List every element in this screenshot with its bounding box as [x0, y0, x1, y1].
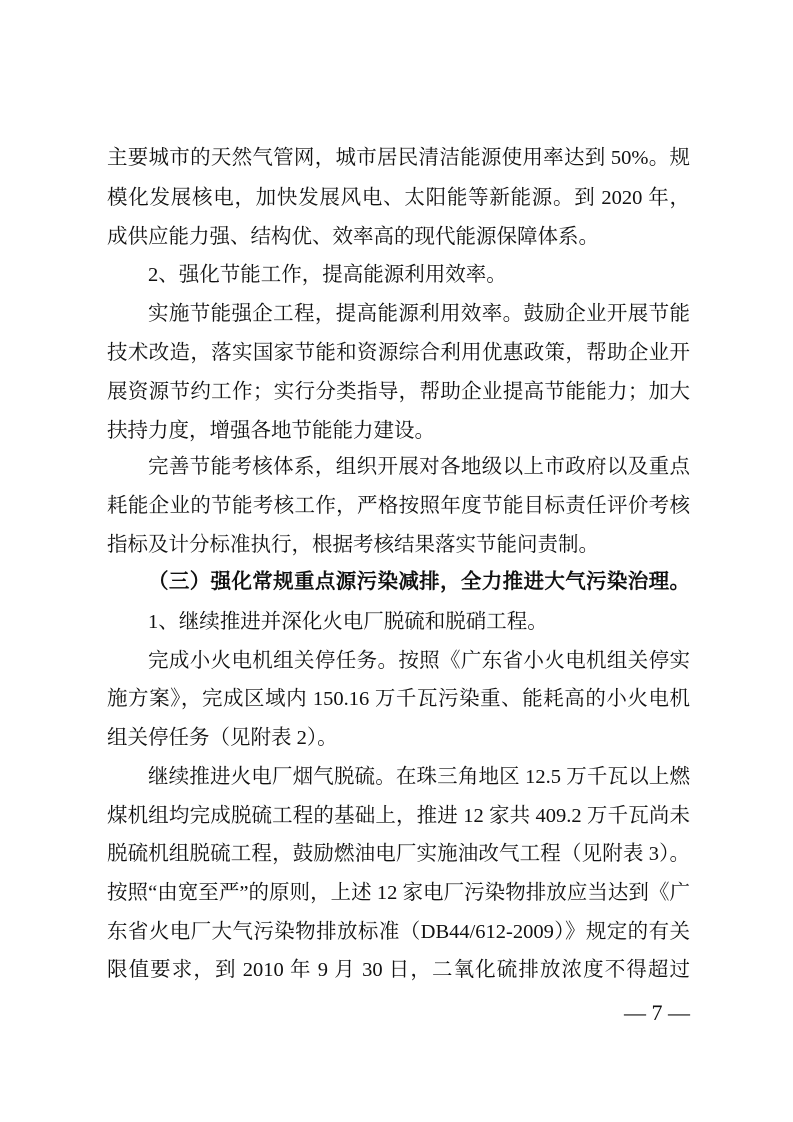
paragraph-line: 耗能企业的节能考核工作，严格按照年度节能目标责任评价考核 [107, 495, 690, 517]
paragraph-line: 指标及计分标准执行，根据考核结果落实节能问责制。 [107, 534, 599, 556]
paragraph-line: 限值要求，到 2010 年 9 月 30 日，二氧化硫排放浓度不得超过 [107, 959, 690, 981]
heading-line: 2、强化节能工作，提高能源利用效率。 [148, 264, 507, 286]
paragraph-line: 煤机组均完成脱硫工程的基础上，推进 12 家共 409.2 万千瓦尚未 [107, 805, 690, 827]
paragraph-line: 扶持力度，增强各地节能能力建设。 [107, 420, 435, 442]
paragraph-line: 展资源节约工作；实行分类指导，帮助企业提高节能能力；加大 [107, 381, 690, 403]
page-number: — 7 — [624, 1000, 690, 1025]
heading-line: 1、继续推进并深化火电厂脱硫和脱硝工程。 [148, 611, 548, 633]
heading-line: （三）强化常规重点源污染减排，全力推进大气污染治理。 [148, 571, 690, 593]
paragraph-line: 完善节能考核体系，组织开展对各地级以上市政府以及重点 [148, 456, 690, 478]
paragraph-line: 按照“由宽至严”的原则，上述 12 家电厂污染物排放应当达到《广 [107, 882, 690, 904]
paragraph-line: 完成小火电机组关停任务。按照《广东省小火电机组关停实 [148, 650, 690, 672]
paragraph-line: 实施节能强企工程，提高能源利用效率。鼓励企业开展节能 [148, 303, 690, 325]
paragraph-line: 继续推进火电厂烟气脱硫。在珠三角地区 12.5 万千瓦以上燃 [148, 766, 690, 788]
paragraph-line: 模化发展核电，加快发展风电、太阳能等新能源。到 2020 年， [107, 187, 690, 209]
paragraph-line: 主要城市的天然气管网，城市居民清洁能源使用率达到 50%。规 [107, 147, 690, 169]
paragraph-line: 施方案》，完成区域内 150.16 万千瓦污染重、能耗高的小火电机 [107, 688, 690, 710]
paragraph-line: 脱硫机组脱硫工程，鼓励燃油电厂实施油改气工程（见附表 3）。 [107, 843, 690, 865]
paragraph-line: 成供应能力强、结构优、效率高的现代能源保障体系。 [107, 226, 599, 248]
paragraph-line: 组关停任务（见附表 2）。 [107, 727, 338, 749]
paragraph-line: 技术改造，落实国家节能和资源综合利用优惠政策，帮助企业开 [107, 342, 690, 364]
paragraph-line: 东省火电厂大气污染物排放标准（DB44/612-2009）》规定的有关 [107, 921, 690, 943]
